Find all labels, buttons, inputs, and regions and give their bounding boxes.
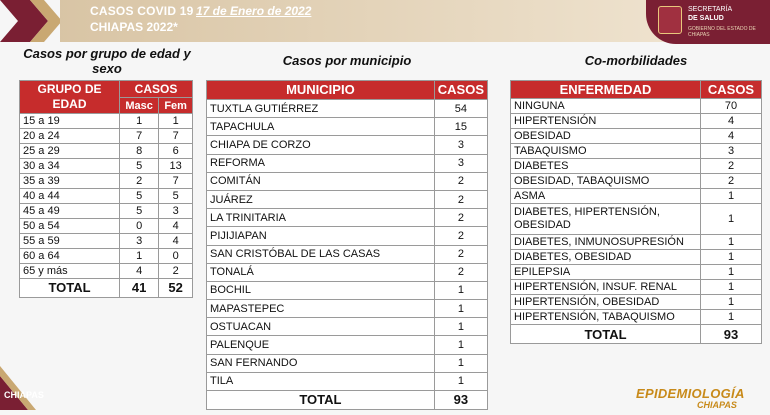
age-row [20,144,193,159]
mun-row [207,154,488,172]
mun-total-value: 93 [434,391,487,410]
mun-row [207,118,488,136]
age-fem-cell: 3 [159,204,193,219]
age-row [20,264,193,279]
age-group-cell: 15 a 19 [20,114,120,129]
logo-line2: DE SALUD [688,15,724,22]
col-header-mun-casos: CASOS [434,81,487,100]
chiapas-footer-logo-text: CHIAPAS [4,390,44,400]
enf-cases-cell: 3 [701,144,762,159]
age-row [20,249,193,264]
header-band [0,0,770,42]
enf-row [511,235,762,250]
enf-row [511,114,762,129]
enf-total-row [511,325,762,344]
age-masc-cell: 5 [120,189,159,204]
enf-name-cell: HIPERTENSIÓN, TABAQUISMO [511,310,701,325]
col-header-fem: Fem [159,98,193,114]
enf-row [511,280,762,295]
age-masc-cell: 1 [120,249,159,264]
mun-cases-cell: 2 [434,227,487,245]
enf-row [511,250,762,265]
age-sex-table [19,80,193,298]
enf-name-cell: NINGUNA [511,99,701,114]
age-masc-cell: 0 [120,219,159,234]
mun-cases-cell: 2 [434,190,487,208]
enf-row [511,310,762,325]
enf-cases-cell: 1 [701,235,762,250]
epidemiologia-logo-sub: CHIAPAS [697,400,737,410]
enf-name-cell: HIPERTENSIÓN, INSUF. RENAL [511,280,701,295]
mun-cases-cell: 1 [434,318,487,336]
mun-name-cell: PIJIJIAPAN [207,227,435,245]
enf-name-cell: DIABETES, HIPERTENSIÓN, OBESIDAD [511,204,701,235]
age-row [20,159,193,174]
mun-cases-cell: 1 [434,354,487,372]
enf-name-cell: EPILEPSIA [511,265,701,280]
enf-name-cell: DIABETES, OBESIDAD [511,250,701,265]
enf-row [511,265,762,280]
enf-cases-cell: 1 [701,280,762,295]
mun-row [207,172,488,190]
age-row [20,204,193,219]
age-masc-cell: 7 [120,129,159,144]
mun-cases-cell: 2 [434,263,487,281]
enf-cases-cell: 1 [701,189,762,204]
age-masc-cell: 2 [120,174,159,189]
mun-total-label: TOTAL [207,391,435,410]
header-date: 17 de Enero de 2022 [196,4,312,18]
municipality-table [206,80,488,410]
age-fem-cell: 5 [159,189,193,204]
age-masc-cell: 1 [120,114,159,129]
enf-cases-cell: 1 [701,310,762,325]
enf-name-cell: HIPERTENSIÓN [511,114,701,129]
mun-cases-cell: 54 [434,100,487,118]
section-title-comorbilidades: Co-morbilidades [584,53,688,68]
enf-cases-cell: 1 [701,204,762,235]
age-masc-cell: 8 [120,144,159,159]
col-header-enf-casos: CASOS [701,81,762,99]
enf-name-cell: TABAQUISMO [511,144,701,159]
enf-name-cell: OBESIDAD [511,129,701,144]
enf-total-label: TOTAL [511,325,701,344]
mun-row [207,372,488,390]
age-group-cell: 65 y más [20,264,120,279]
enf-cases-cell: 2 [701,174,762,189]
age-fem-cell: 0 [159,249,193,264]
age-row [20,114,193,129]
mun-name-cell: REFORMA [207,154,435,172]
col-header-municipio: MUNICIPIO [207,81,435,100]
mun-cases-cell: 1 [434,372,487,390]
state-seal-icon [658,6,682,34]
enf-row [511,189,762,204]
age-row [20,189,193,204]
mun-name-cell: SAN CRISTÓBAL DE LAS CASAS [207,245,435,263]
age-fem-cell: 7 [159,174,193,189]
age-fem-cell: 7 [159,129,193,144]
enf-cases-cell: 1 [701,250,762,265]
mun-cases-cell: 1 [434,300,487,318]
age-fem-cell: 1 [159,114,193,129]
enf-name-cell: DIABETES [511,159,701,174]
mun-name-cell: PALENQUE [207,336,435,354]
col-header-casos: CASOS [120,81,193,98]
mun-row [207,300,488,318]
mun-total-row [207,391,488,410]
mun-cases-cell: 2 [434,245,487,263]
mun-name-cell: CHIAPA DE CORZO [207,136,435,154]
age-row [20,219,193,234]
mun-name-cell: BOCHIL [207,281,435,299]
mun-name-cell: OSTUACAN [207,318,435,336]
age-total-masc: 41 [120,279,159,298]
mun-name-cell: MAPASTEPEC [207,300,435,318]
col-header-enfermedad: ENFERMEDAD [511,81,701,99]
age-group-cell: 50 a 54 [20,219,120,234]
header-chevron-decoration [0,0,60,42]
enf-name-cell: HIPERTENSIÓN, OBESIDAD [511,295,701,310]
mun-row [207,281,488,299]
enf-row [511,99,762,114]
enf-row [511,129,762,144]
mun-name-cell: TAPACHULA [207,118,435,136]
mun-row [207,263,488,281]
mun-cases-cell: 3 [434,136,487,154]
col-header-grupo-edad: GRUPO DE EDAD [20,81,120,114]
mun-name-cell: SAN FERNANDO [207,354,435,372]
age-total-row [20,279,193,298]
mun-row [207,209,488,227]
mun-cases-cell: 1 [434,281,487,299]
mun-name-cell: COMITÁN [207,172,435,190]
enf-cases-cell: 1 [701,265,762,280]
enf-name-cell: DIABETES, INMUNOSUPRESIÓN [511,235,701,250]
header-title: CASOS COVID 19 [90,4,194,18]
mun-row [207,190,488,208]
age-masc-cell: 4 [120,264,159,279]
enf-row [511,174,762,189]
enf-row [511,204,762,235]
mun-row [207,354,488,372]
enf-row [511,144,762,159]
mun-name-cell: TONALÁ [207,263,435,281]
age-fem-cell: 4 [159,234,193,249]
epidemiologia-logo: EPIDEMIOLOGÍA [636,386,745,401]
mun-row [207,136,488,154]
age-masc-cell: 5 [120,204,159,219]
age-total-label: TOTAL [20,279,120,298]
enf-cases-cell: 1 [701,295,762,310]
age-fem-cell: 2 [159,264,193,279]
mun-row [207,245,488,263]
enf-cases-cell: 4 [701,129,762,144]
mun-cases-cell: 2 [434,172,487,190]
logo-line1: SECRETARÍA [688,6,733,13]
col-header-masc: Masc [120,98,159,114]
age-masc-cell: 5 [120,159,159,174]
age-masc-cell: 3 [120,234,159,249]
enf-row [511,295,762,310]
age-row [20,234,193,249]
mun-row [207,318,488,336]
age-total-fem: 52 [159,279,193,298]
secretaria-salud-logo [646,0,770,44]
enf-cases-cell: 2 [701,159,762,174]
mun-cases-cell: 2 [434,209,487,227]
chiapas-footer-logo [0,366,60,410]
age-row [20,174,193,189]
comorbidity-table [510,80,762,344]
logo-line3: GOBIERNO DEL ESTADO DE CHIAPAS [688,26,756,38]
age-group-cell: 25 a 29 [20,144,120,159]
age-group-cell: 45 a 49 [20,204,120,219]
age-fem-cell: 6 [159,144,193,159]
mun-row [207,336,488,354]
mun-name-cell: JUÁREZ [207,190,435,208]
enf-cases-cell: 70 [701,99,762,114]
mun-name-cell: LA TRINITARIA [207,209,435,227]
enf-cases-cell: 4 [701,114,762,129]
age-group-cell: 30 a 34 [20,159,120,174]
enf-row [511,159,762,174]
enf-total-value: 93 [701,325,762,344]
section-title-edad: Casos por grupo de edad y sexo [23,46,191,76]
age-group-cell: 35 a 39 [20,174,120,189]
age-group-cell: 60 a 64 [20,249,120,264]
enf-name-cell: ASMA [511,189,701,204]
section-title-municipio: Casos por municipio [282,53,412,68]
age-group-cell: 55 a 59 [20,234,120,249]
mun-cases-cell: 1 [434,336,487,354]
age-group-cell: 40 a 44 [20,189,120,204]
mun-row [207,100,488,118]
mun-cases-cell: 3 [434,154,487,172]
mun-name-cell: TILA [207,372,435,390]
age-group-cell: 20 a 24 [20,129,120,144]
age-fem-cell: 13 [159,159,193,174]
mun-cases-cell: 15 [434,118,487,136]
header-subtitle: CHIAPAS 2022* [90,20,178,34]
mun-name-cell: TUXTLA GUTIÉRREZ [207,100,435,118]
age-row [20,129,193,144]
age-fem-cell: 4 [159,219,193,234]
enf-name-cell: OBESIDAD, TABAQUISMO [511,174,701,189]
mun-row [207,227,488,245]
